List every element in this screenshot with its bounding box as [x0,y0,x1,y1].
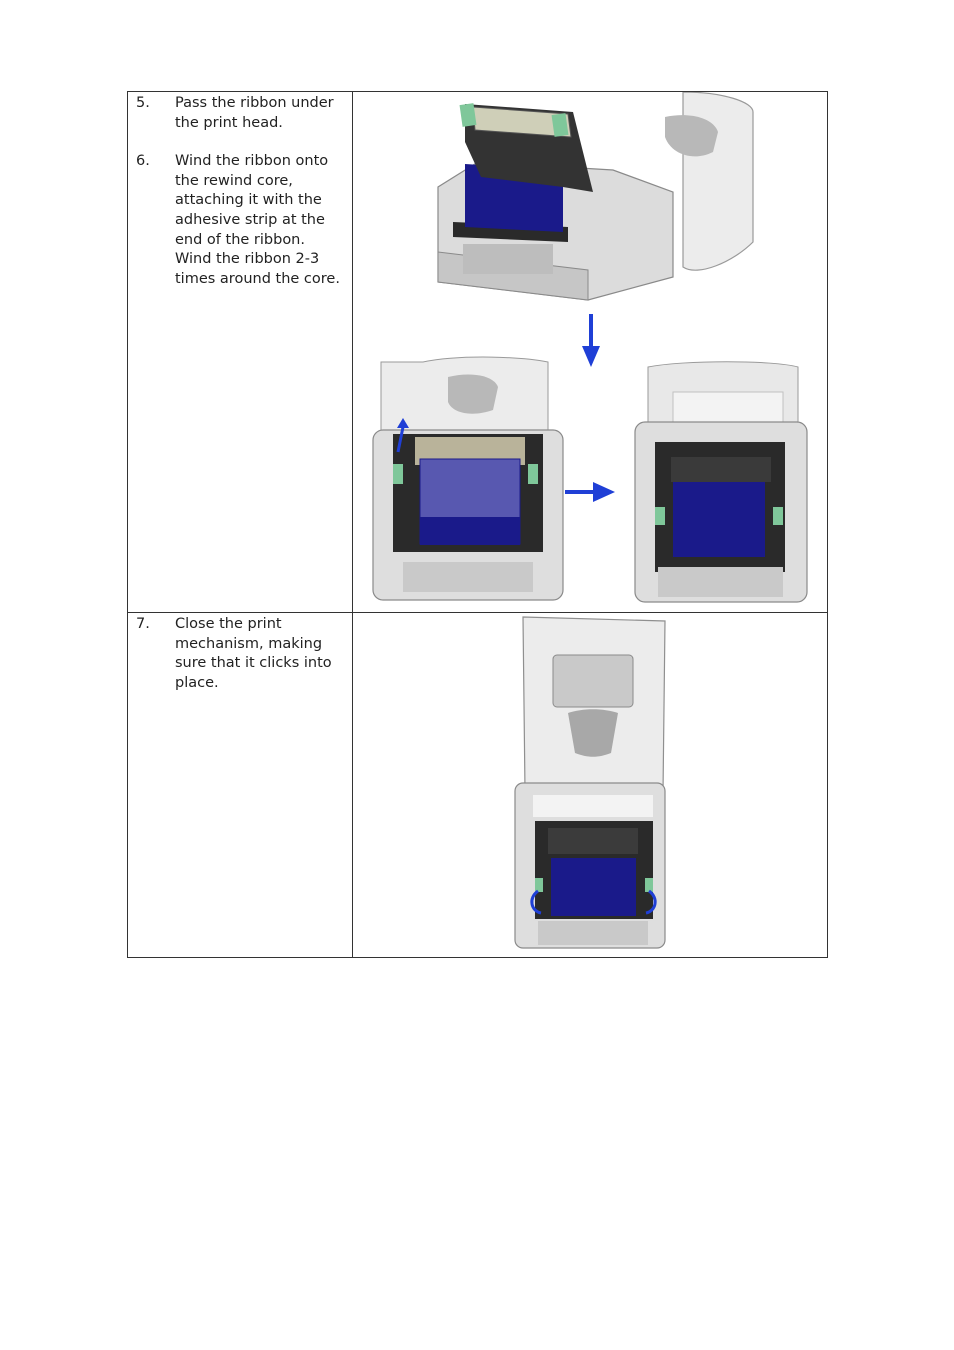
printer-open-top-view [438,92,753,300]
printer-ribbon-installed-view [635,362,807,602]
arrow-right-icon [565,482,615,502]
printer-closing-diagram [353,613,827,957]
instruction-table [127,91,828,958]
step-text: Close the print mechanism, making sure that it clicks into place. [175,616,332,691]
step-number: 6. [136,153,150,170]
printer-ribbon-wound-view [373,357,563,600]
printer-ribbon-diagram [353,92,827,612]
step-text: Pass the ribbon under the print head. [175,95,334,131]
step-text: Wind the ribbon onto the rewind core, attaching it with the adhesive strip at the end of the ribbon. Wind the ribbon 2-3 times around the core. [175,153,340,287]
illustration-cell [353,613,828,958]
arrow-down-icon [582,314,600,367]
instruction-text-cell [128,92,353,613]
step-number: 7. [136,616,150,632]
table-row [128,613,828,958]
step-7 [136,615,346,693]
table-row [128,92,828,613]
ribbon-threading-illustration [353,92,827,612]
printer-closing-view [515,617,665,948]
step-5 [136,94,346,133]
step-number: 5. [136,95,150,111]
illustration-cell [353,92,828,613]
instruction-text-cell [128,613,353,958]
step-6 [136,152,346,289]
close-mechanism-illustration [353,613,827,957]
